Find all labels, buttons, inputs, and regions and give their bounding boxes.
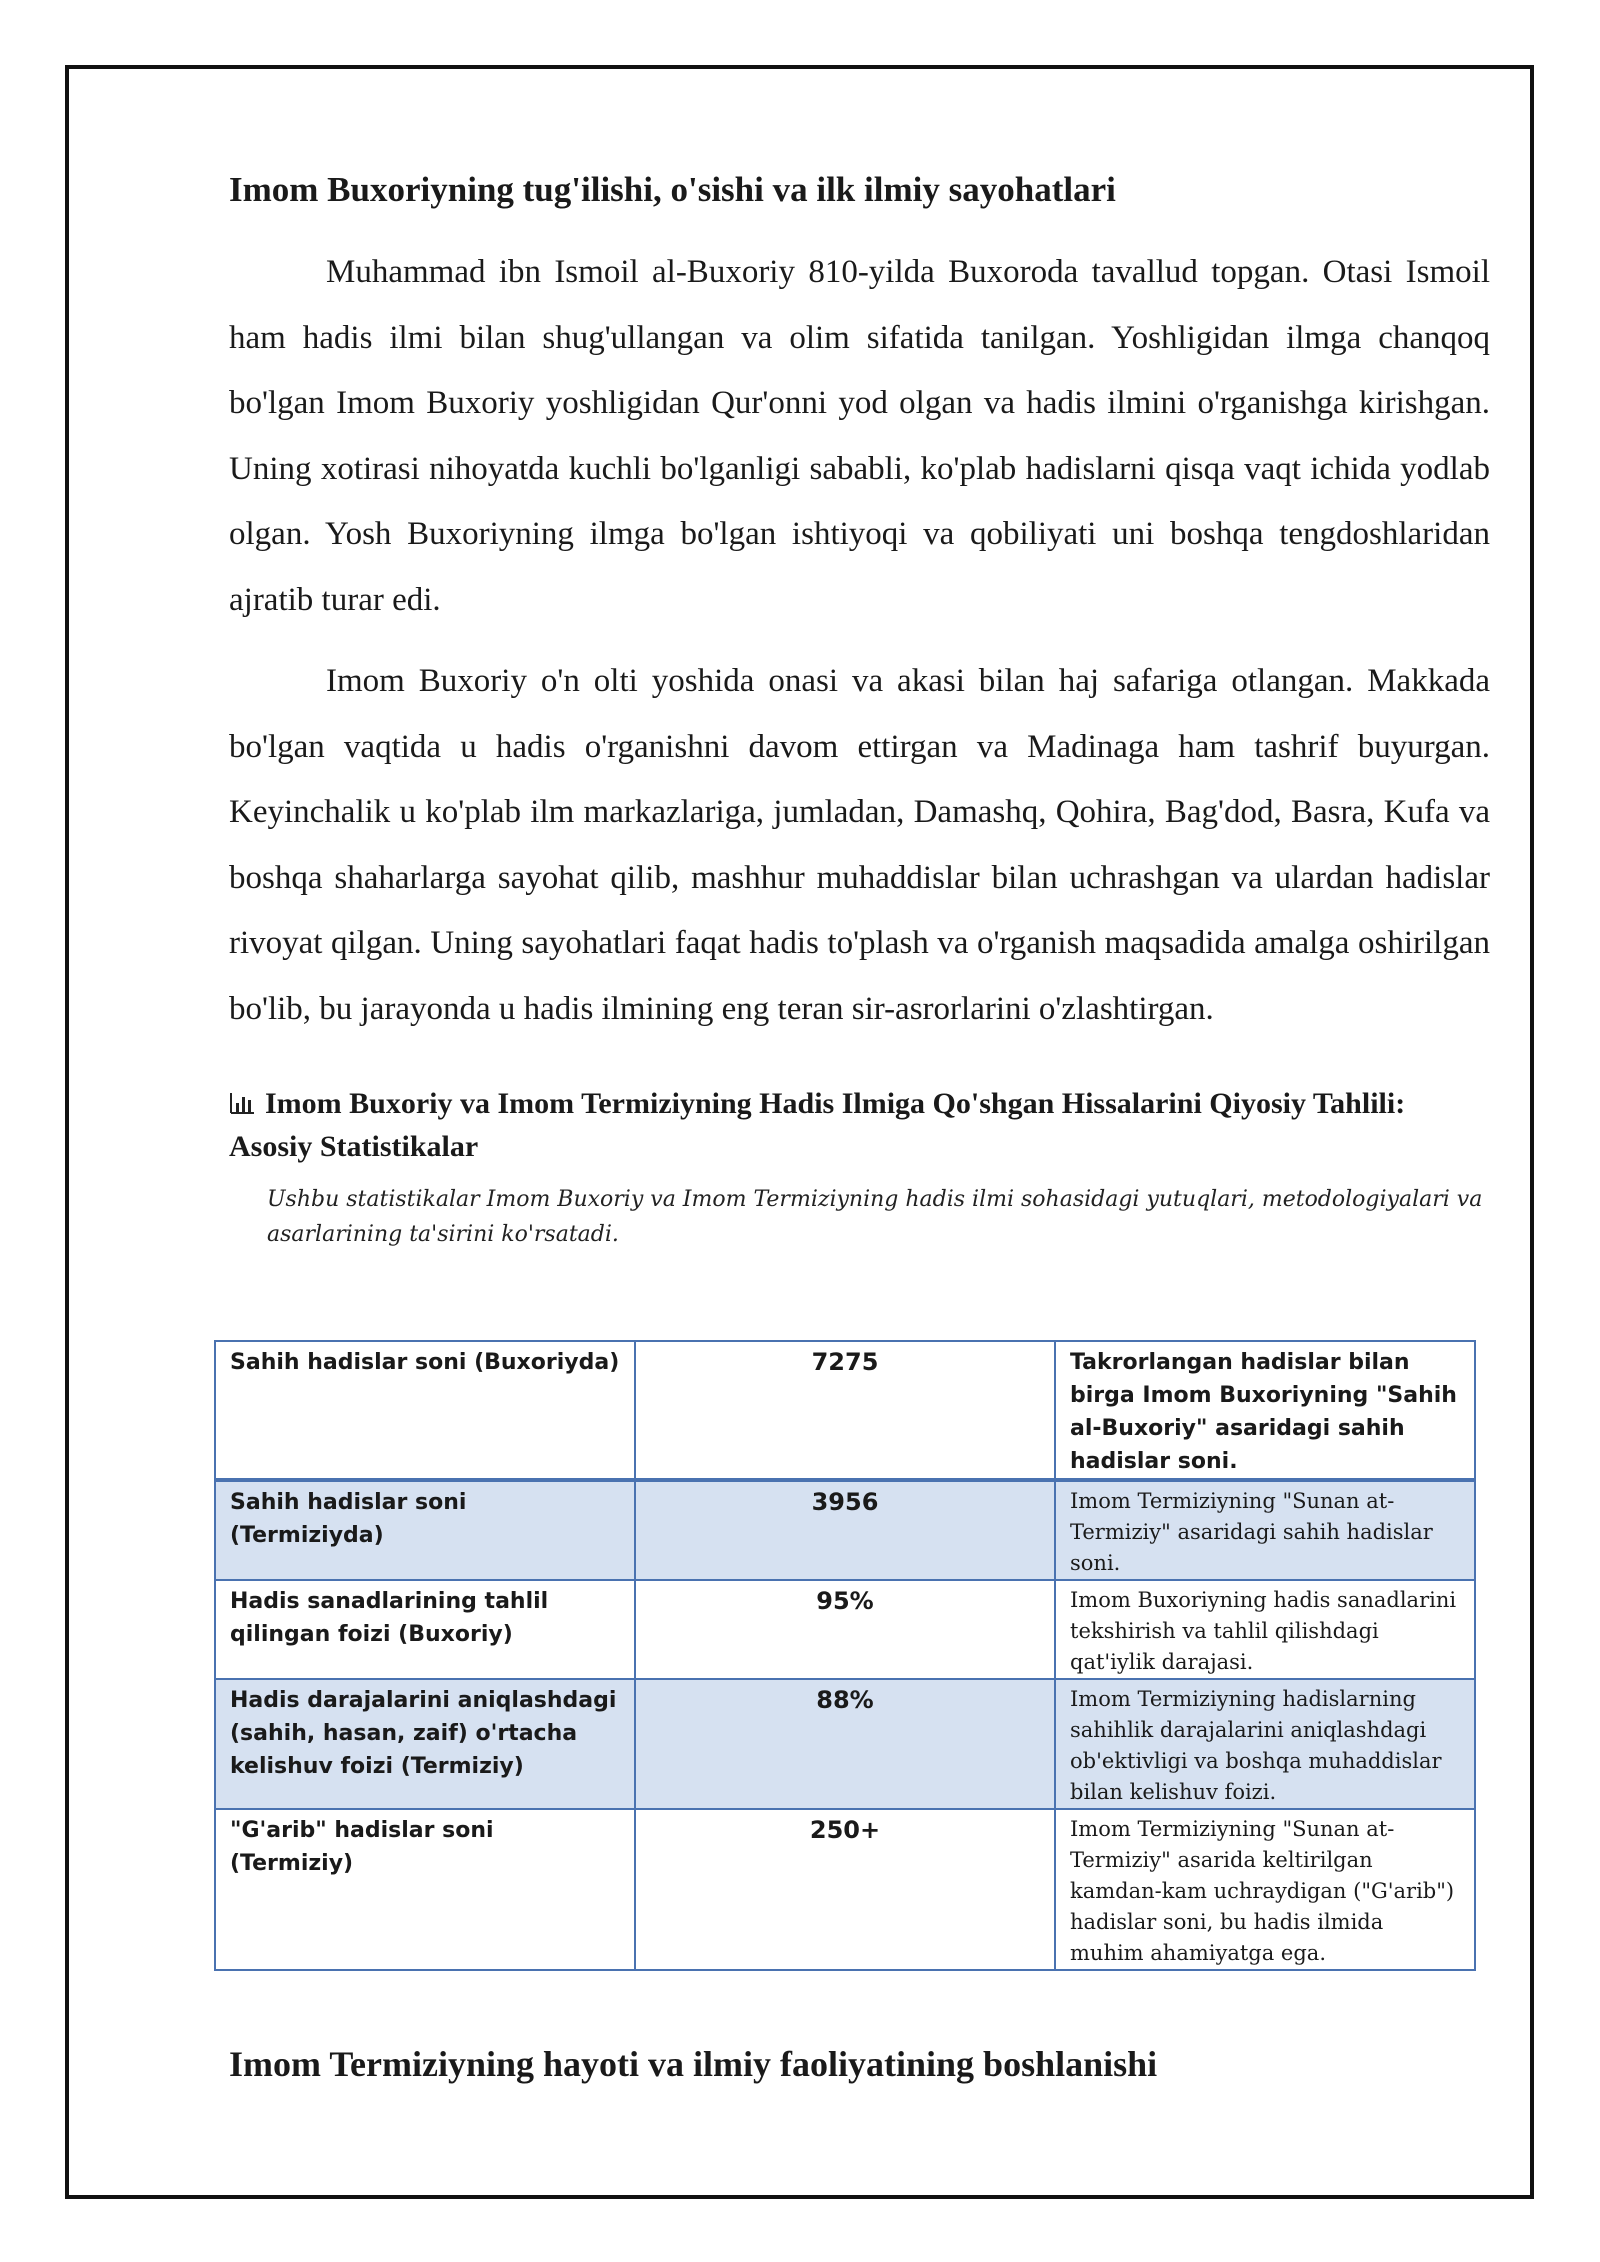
section-heading: Imom Buxoriyning tug'ilishi, o'sishi va ilk ilmiy sayohatlari <box>229 170 1116 209</box>
stats-caption: Ushbu statistikalar Imom Buxoriy va Imom Termiziyning hadis ilmi sohasidagi yutuqlari, metodologiyalari va asarlarining ta'sirini ko'rsatadi. <box>267 1187 1483 1247</box>
table-row <box>215 1580 1475 1679</box>
table-cell-label: Hadis sanadlarining tahlil qilingan foizi (Buxoriy) <box>215 1580 635 1679</box>
stats-title-text: Imom Buxoriy va Imom Termiziyning Hadis Ilmiga Qo'shgan Hissalarini Qiyosiy Tahlili: Asosiy Statistikalar <box>229 1087 1406 1163</box>
document-body <box>229 168 1490 1252</box>
stats-block <box>229 1082 1490 1252</box>
table-row <box>215 1679 1475 1809</box>
table-cell-description: Imom Termiziyning "Sunan at-Termiziy" asarida keltirilgan kamdan-kam uchraydigan ("G'arib") hadislar soni, bu hadis ilmida muhim ahamiyatga ega. <box>1055 1809 1475 1970</box>
paragraph: Muhammad ibn Ismoil al-Buxoriy 810-yilda Buxoroda tavallud topgan. Otasi Ismoil ham hadis ilmi bilan shug'ullangan va olim sifatida tanilgan. Yoshligidan ilmga chanqoq bo'lgan Imom Buxoriy yoshligidan Qur'onni yod olgan va hadis ilmini o'rganishga kirishgan. Uning xotirasi nihoyatda kuchli bo'lganligi sababli, ko'plab hadislarni qisqa vaqt ichida yodlab olgan. Yosh Buxoriyning ilmga bo'lgan ishtiyoqi va qobiliyati uni boshqa tengdoshlaridan ajratib turar edi. <box>229 254 1490 618</box>
table-row <box>215 1341 1475 1480</box>
stats-title <box>229 1082 1490 1168</box>
table-row <box>215 1809 1475 1970</box>
stats-table <box>214 1340 1476 1971</box>
table-cell-label: Sahih hadislar soni (Buxoriyda) <box>215 1341 635 1480</box>
table-cell-label: "G'arib" hadislar soni (Termiziy) <box>215 1809 635 1970</box>
table-cell-description: Imom Buxoriyning hadis sanadlarini tekshirish va tahlil qilishdagi qat'iylik darajasi. <box>1055 1580 1475 1679</box>
table-cell-description: Imom Termiziyning "Sunan at-Termiziy" asaridagi sahih hadislar soni. <box>1055 1480 1475 1580</box>
table-cell-label: Sahih hadislar soni (Termiziyda) <box>215 1480 635 1580</box>
table-cell-description: Imom Termiziyning hadislarning sahihlik darajalarini aniqlashdagi ob'ektivligi va boshqa muhaddislar bilan kelishuv foizi. <box>1055 1679 1475 1809</box>
table-cell-value: 88% <box>635 1679 1055 1809</box>
table-cell-value: 250+ <box>635 1809 1055 1970</box>
table-cell-label: Hadis darajalarini aniqlashdagi (sahih, hasan, zaif) o'rtacha kelishuv foizi (Termiziy) <box>215 1679 635 1809</box>
bar-chart-icon <box>229 1092 255 1114</box>
table-cell-value: 3956 <box>635 1480 1055 1580</box>
table-cell-description: Takrorlangan hadislar bilan birga Imom Buxoriyning "Sahih al-Buxoriy" asaridagi sahih hadislar soni. <box>1055 1341 1475 1480</box>
table-row <box>215 1480 1475 1580</box>
table-cell-value: 95% <box>635 1580 1055 1679</box>
paragraph: Imom Buxoriy o'n olti yoshida onasi va akasi bilan haj safariga otlangan. Makkada bo'lgan vaqtida u hadis o'rganishni davom ettirgan va Madinaga ham tashrif buyurgan. Keyinchalik u ko'plab ilm markazlariga, jumladan, Damashq, Qohira, Bag'dod, Basra, Kufa va boshqa shaharlarga sayohat qilib, mashhur muhaddislar bilan uchrashgan va ulardan hadislar rivoyat qilgan. Uning sayohatlari faqat hadis to'plash va o'rganish maqsadida amalga oshirilgan bo'lib, bu jarayonda u hadis ilmining eng teran sir-asrorlarini o'zlashtirgan. <box>229 663 1490 1027</box>
section-heading: Imom Termiziyning hayoti va ilmiy faoliyatining boshlanishi <box>229 2044 1158 2084</box>
table-cell-value: 7275 <box>635 1341 1055 1480</box>
